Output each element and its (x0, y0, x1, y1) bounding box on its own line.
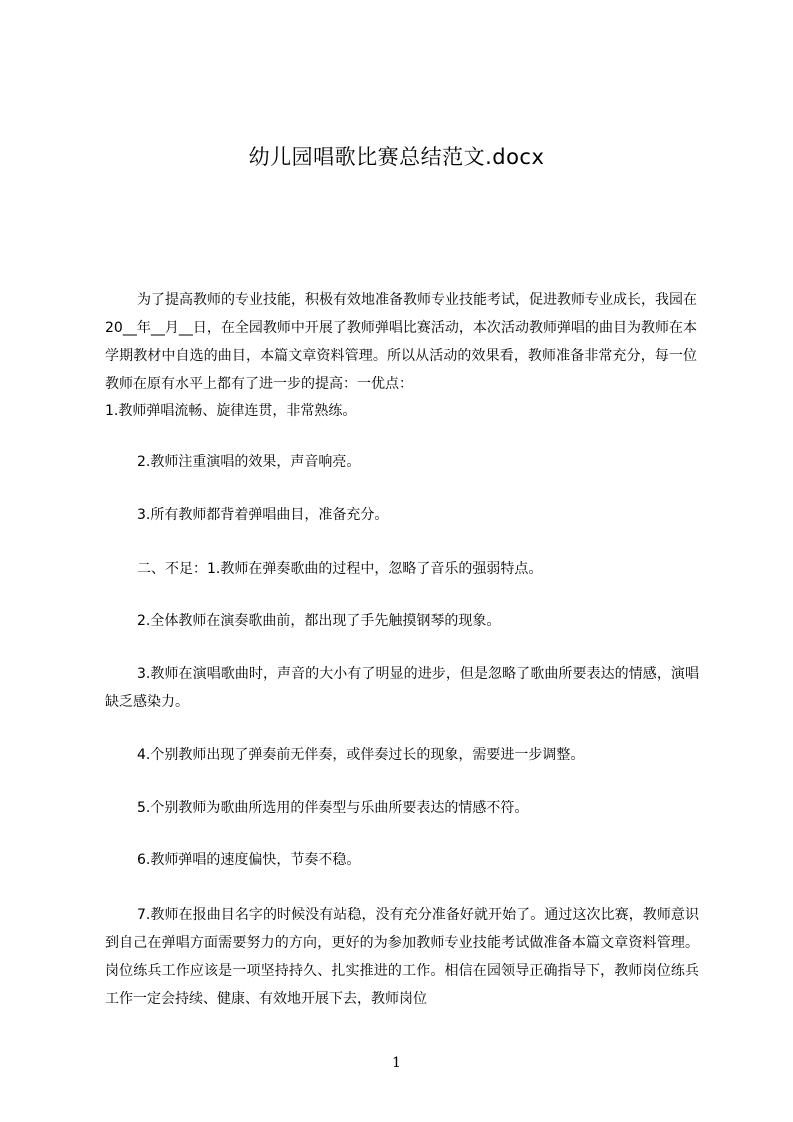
page-number: 1 (392, 1055, 401, 1071)
list-item: 2.教师注重演唱的效果，声音响亮。 (137, 454, 361, 470)
section-heading-paragraph: 二、不足：1.教师在弹奏歌曲的过程中，忽略了音乐的强弱特点。 (137, 561, 543, 577)
document-title: 幼儿园唱歌比赛总结范文.docx (248, 145, 545, 169)
list-item: 1.教师弹唱流畅、旋律连贯，非常熟练。 (105, 403, 357, 419)
list-item: 3.教师在演唱歌曲时，声音的大小有了明显的进步，但是忽略了歌曲所要表达的情感，演唱缺乏感染力。 (105, 666, 699, 710)
list-item: 2.全体教师在演奏歌曲前，都出现了手先触摸钢琴的现象。 (137, 613, 501, 629)
list-item: 4.个别教师出现了弹奏前无伴奏，或伴奏过长的现象，需要进一步调整。 (137, 747, 585, 763)
list-item: 3.所有教师都背着弹唱曲目，准备充分。 (137, 507, 389, 523)
list-item: 6.教师弹唱的速度偏快，节奏不稳。 (137, 852, 361, 868)
intro-paragraph: 为了提高教师的专业技能，积极有效地准备教师专业技能考试，促进教师专业成长，我园在 20__年__月__日，在全园教师中开展了教师弹唱比赛活动，本次活动教师弹唱的曲目为教师在本学期教材中自选的曲目，本篇文章资料管理。所以从活动的效果看，教师准备非常充分，每一位教师在原有水平上都有了进一步的提高：一优点： (105, 292, 697, 392)
list-item: 5.个别教师为歌曲所选用的伴奏型与乐曲所要表达的情感不符。 (137, 800, 529, 816)
closing-paragraph: 7.教师在报曲目名字的时候没有站稳，没有充分准备好就开始了。通过这次比赛，教师意识到自己在弹唱方面需要努力的方向，更好的为参加教师专业技能考试做准备本篇文章资料管理。岗位练兵工作应该是一项坚持持久、扎实推进的工作。相信在园领导正确指导下，教师岗位练兵工作一定会持续、健康、有效地开展下去，教师岗位 (105, 907, 699, 1007)
